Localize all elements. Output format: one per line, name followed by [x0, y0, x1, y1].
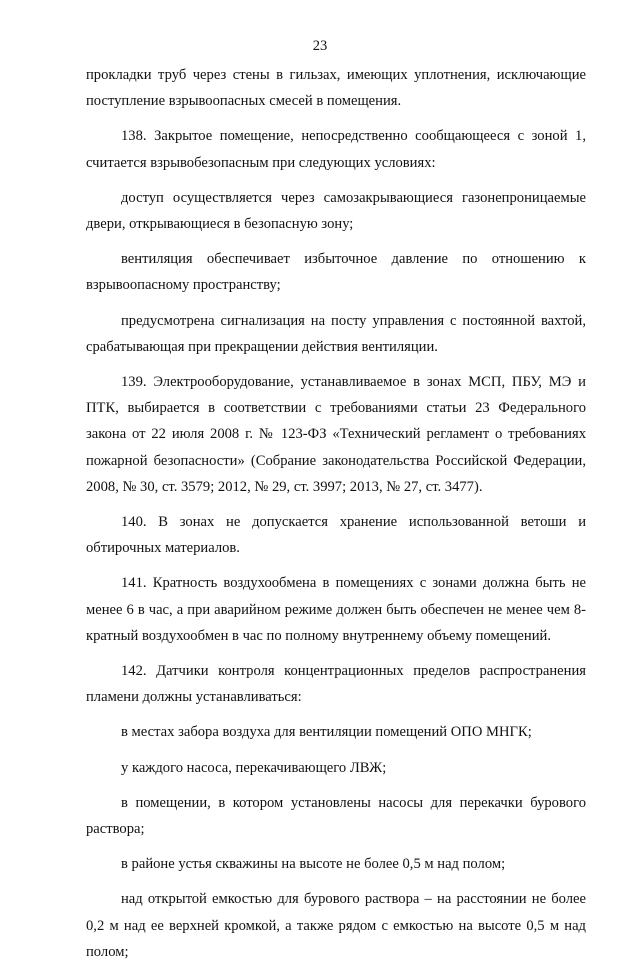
paragraph-142-location-air-intake: в местах забора воздуха для вентиляции помещений ОПО МНГК; — [121, 724, 532, 741]
page-number: 23 — [312, 38, 328, 54]
paragraph-138-condition-doors: доступ осуществляется через самозакрывающиеся газонепроницаемые двери, открывающиеся в безопасную зону; — [86, 189, 586, 233]
paragraph-140: 140. В зонах не допускается хранение использованной ветоши и обтирочных материалов. — [86, 514, 586, 557]
paragraph-138-condition-ventilation: вентиляция обеспечивает избыточное давление по отношению к взрывоопасному пространству; — [86, 251, 586, 294]
paragraph-138-condition-alarm: предусмотрена сигнализация на посту управления с постоянной вахтой, срабатывающая при прекращении действия вентиляции. — [86, 312, 586, 355]
paragraph-142-location-pump: у каждого насоса, перекачивающего ЛВЖ; — [121, 759, 387, 776]
paragraph-142-location-wellhead: в районе устья скважины на высоте не более 0,5 м над полом; — [121, 856, 506, 873]
paragraph-138: 138. Закрытое помещение, непосредственно сообщающееся с зоной 1, считается взрывобезопасным при следующих условиях: — [86, 128, 586, 171]
document-body — [86, 62, 586, 974]
paragraph-142-location-mud-pump-room: в помещении, в котором установлены насосы для перекачки бурового раствора; — [86, 794, 586, 838]
paragraph-continuation: прокладки труб через стены в гильзах, имеющих уплотнения, исключающие поступление взрывоопасных смесей в помещения. — [86, 67, 586, 110]
paragraph-142: 142. Датчики контроля концентрационных пределов распространения пламени должны устанавливаться: — [86, 663, 586, 706]
paragraph-142-location-open-tank: над открытой емкостью для бурового раствора – на расстоянии не более 0,2 м над ее верхней кромкой, а также рядом с емкостью на высоте 0,5 м над полом; — [86, 891, 586, 960]
paragraph-139: 139. Электрооборудование, устанавливаемое в зонах МСП, ПБУ, МЭ и ПТК, выбирается в соответствии с требованиями статьи 23 Федерального закона от 22 июля 2008 г. № 123-ФЗ «Технический регламент о требованиях пожарной безопасности» (Собрание законодательства Российской Федерации, 2008, № 30, ст. 3579; 2012, № 29, ст. 3997; 2013, № 27, ст. 3477). — [86, 374, 586, 495]
paragraph-141: 141. Кратность воздухообмена в помещениях с зонами должна быть не менее 6 в час, а при аварийном режиме должен быть обеспечен не менее чем 8-кратный воздухообмен в час по полному внутреннему объему помещений. — [86, 575, 586, 644]
